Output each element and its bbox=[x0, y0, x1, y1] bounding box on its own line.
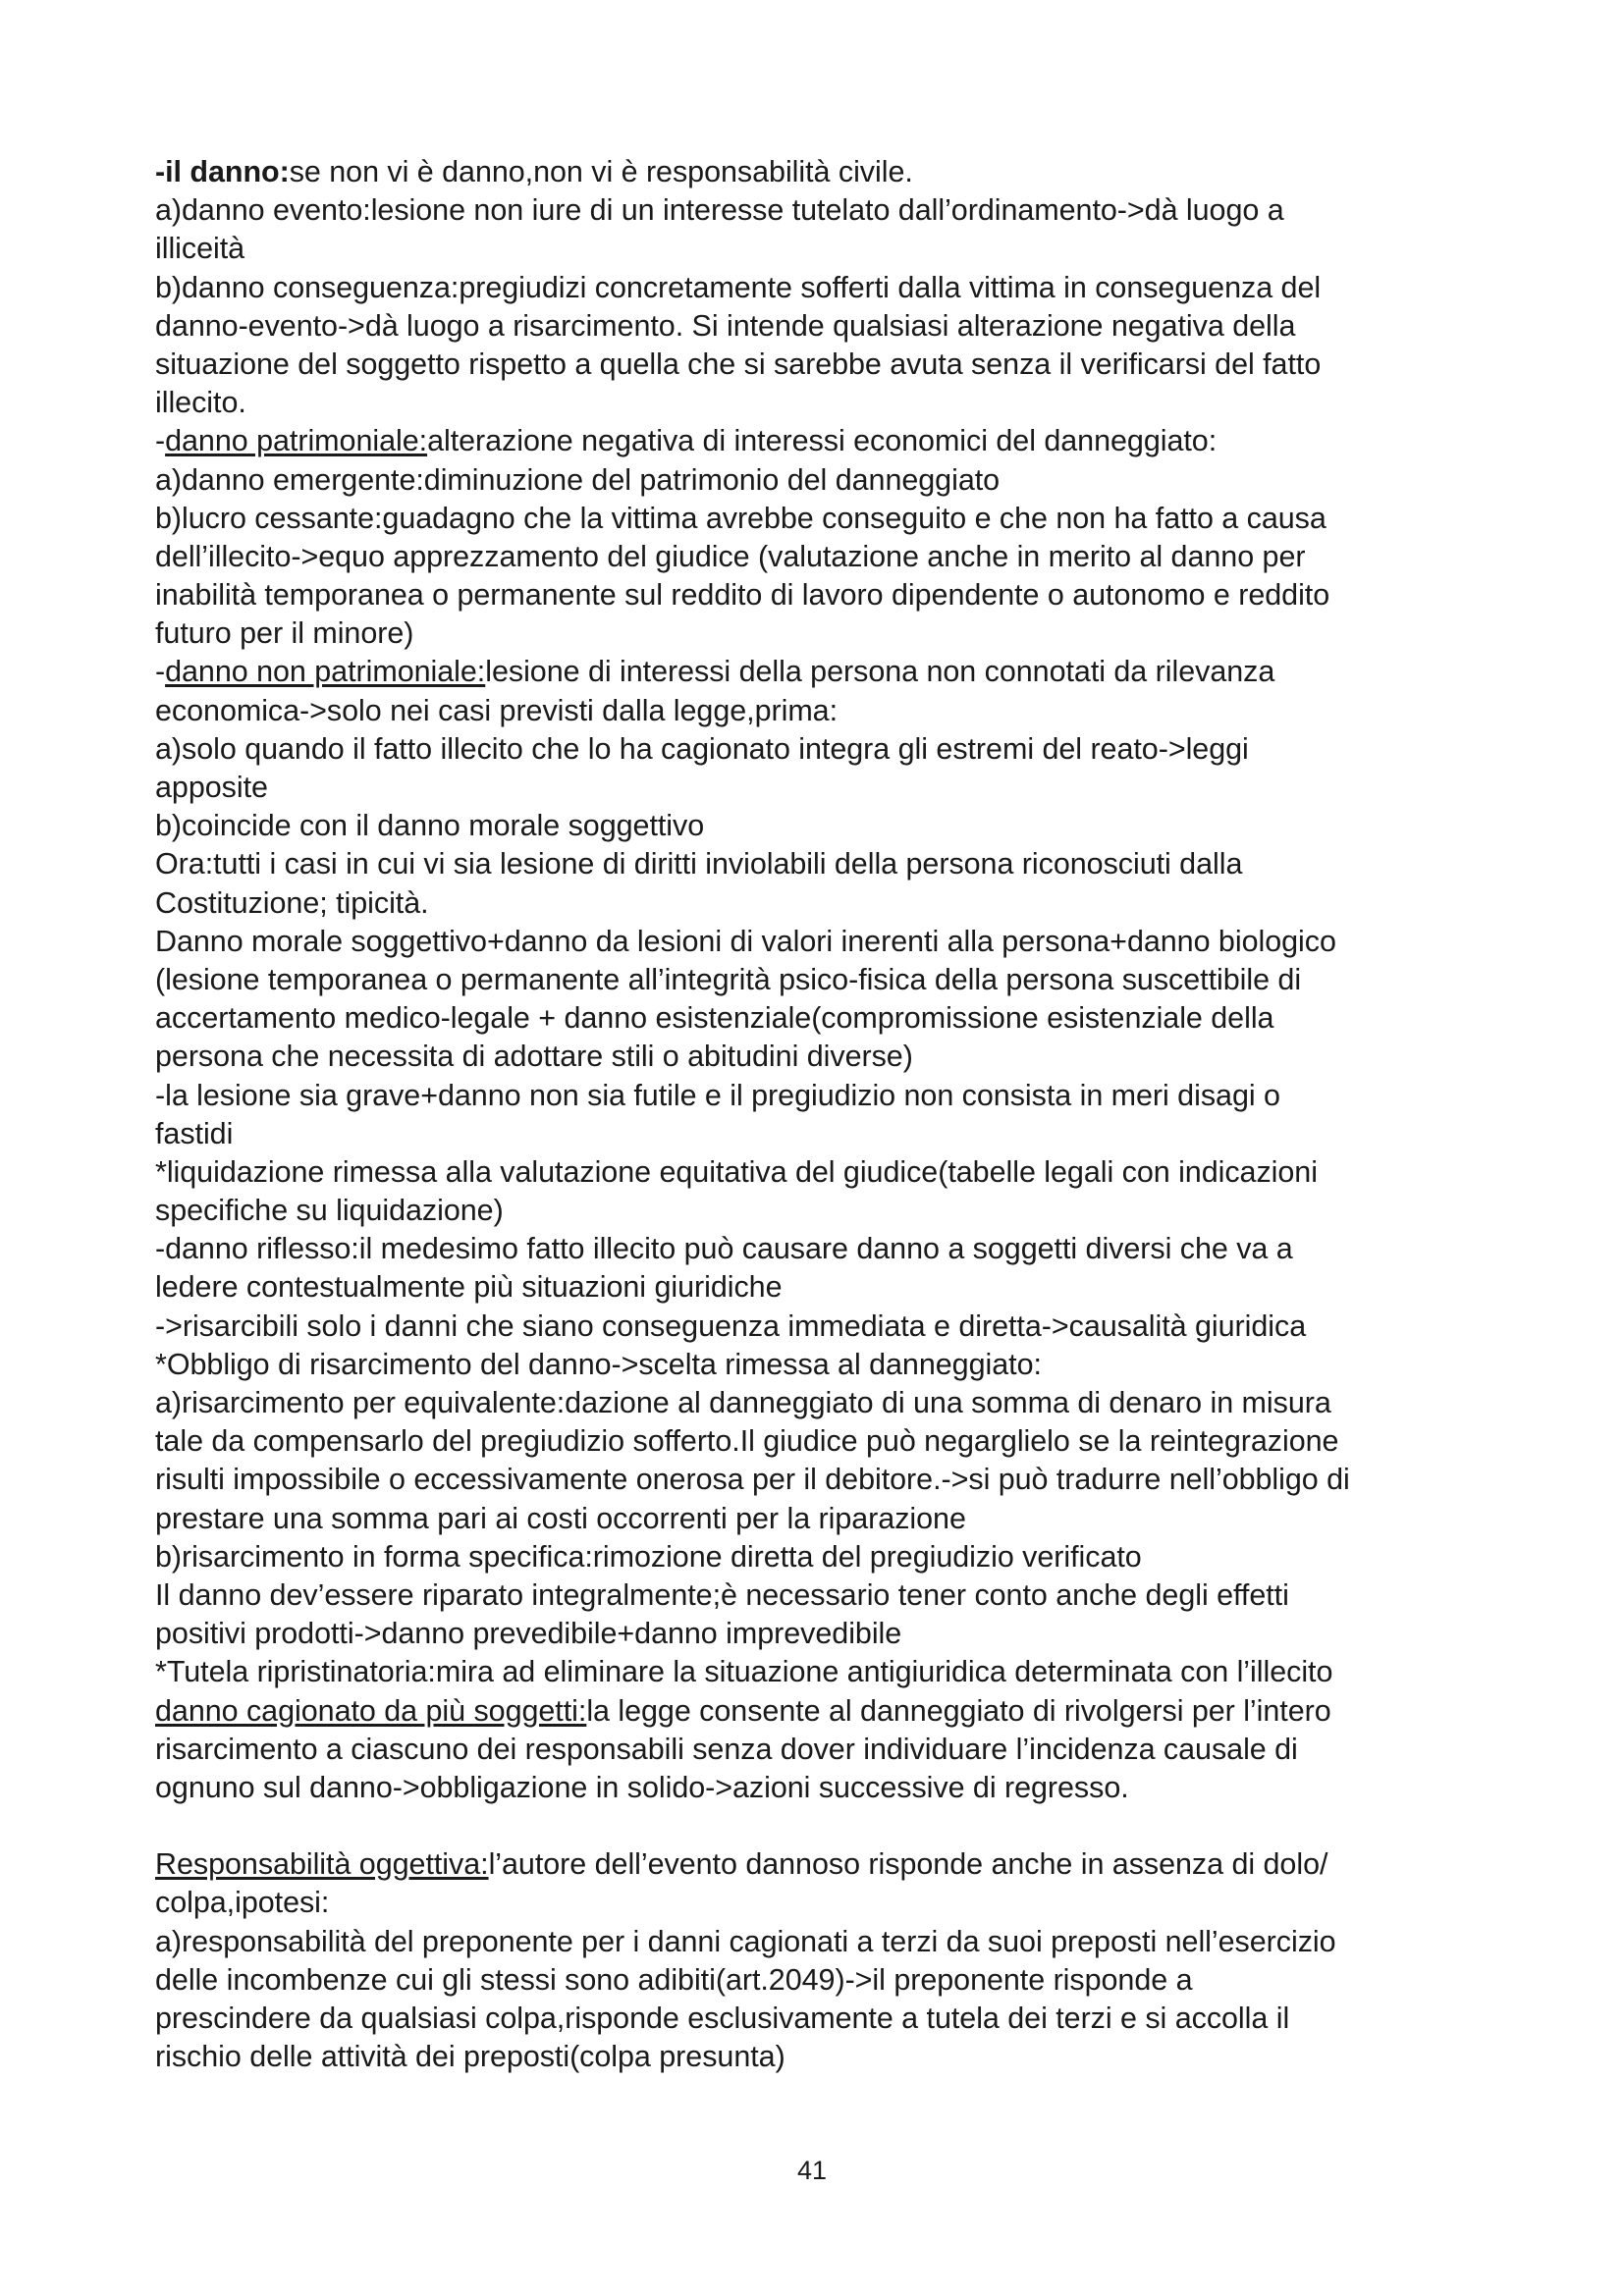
text-line bbox=[155, 1615, 1510, 1653]
line-text: ognuno sul danno->obbligazione in solido->azioni successive di regresso. bbox=[155, 1770, 1129, 1804]
text-line bbox=[155, 1923, 1510, 1961]
text-line bbox=[155, 1346, 1510, 1384]
line-text: Costituzione; tipicità. bbox=[155, 885, 429, 920]
text-line bbox=[155, 614, 1510, 653]
line-text: *Tutela ripristinatoria:mira ad eliminare la situazione antigiuridica determinata con l’illecito bbox=[155, 1655, 1333, 1689]
line-text: -la lesione sia grave+danno non sia futile e il pregiudizio non consista in meri disagi o bbox=[155, 1078, 1280, 1112]
text-line bbox=[155, 1538, 1510, 1576]
line-text: rischio delle attività dei preposti(colpa presunta) bbox=[155, 2040, 785, 2074]
line-text: positivi prodotti->danno prevedibile+danno imprevedibile bbox=[155, 1617, 902, 1651]
page-number: 41 bbox=[796, 2156, 828, 2185]
text-line bbox=[155, 191, 1510, 230]
line-text: persona che necessita di adottare stili o abitudini diverse) bbox=[155, 1040, 913, 1074]
text-line bbox=[155, 1961, 1510, 2000]
line-text: lesione di interessi della persona non connotati da rilevanza bbox=[485, 655, 1275, 689]
line-text: l’autore dell’evento dannoso risponde anche in assenza di dolo/ bbox=[488, 1847, 1328, 1882]
text-line bbox=[155, 384, 1510, 422]
text-line bbox=[155, 1077, 1510, 1115]
underlined-term: Responsabilità oggettiva: bbox=[155, 1847, 489, 1882]
text-line bbox=[155, 769, 1510, 807]
text-line bbox=[155, 845, 1510, 883]
line-text: risarcimento a ciascuno dei responsabili senza dover individuare l’incidenza causale di bbox=[155, 1732, 1298, 1766]
text-line bbox=[155, 961, 1510, 999]
line-text: accertamento medico-legale + danno esistenziale(compromissione esistenziale della bbox=[155, 1001, 1274, 1036]
text-line bbox=[155, 1731, 1510, 1769]
text-line bbox=[155, 1192, 1510, 1230]
text-line bbox=[155, 1038, 1510, 1076]
document-body bbox=[155, 153, 1510, 2076]
text-line bbox=[155, 1308, 1510, 1346]
line-text: a)responsabilità del preponente per i danni cagionati a terzi da suoi preposti nell’esercizio bbox=[155, 1924, 1336, 1958]
line-text: b)danno conseguenza:pregiudizi concretamente sofferti dalla vittima in conseguenza del bbox=[155, 270, 1322, 304]
line-text: *liquidazione rimessa alla valutazione equitativa del giudice(tabelle legali con indicazioni bbox=[155, 1154, 1318, 1189]
text-line bbox=[155, 1461, 1510, 1499]
line-text: (lesione temporanea o permanente all’integrità psico-fisica della persona suscettibile di bbox=[155, 962, 1302, 996]
text-line bbox=[155, 1230, 1510, 1268]
text-line bbox=[155, 500, 1510, 538]
text-line bbox=[155, 1884, 1510, 1922]
text-line bbox=[155, 230, 1510, 268]
line-text: prescindere da qualsiasi colpa,risponde esclusivamente a tutela dei terzi e si accolla il bbox=[155, 2002, 1290, 2035]
text-line bbox=[155, 307, 1510, 346]
text-line bbox=[155, 2038, 1510, 2076]
line-text: ->risarcibili solo i danni che siano conseguenza immediata e diretta->causalità giuridica bbox=[155, 1308, 1307, 1343]
line-text: tale da compensarlo del pregiudizio sofferto.Il giudice può negarglielo se la reintegrazione bbox=[155, 1424, 1339, 1459]
section-heading: -il danno: bbox=[155, 155, 290, 188]
text-line bbox=[155, 422, 1510, 460]
line-text: a)danno evento:lesione non iure di un interesse tutelato dall’ordinamento->dà luogo a bbox=[155, 193, 1284, 228]
line-text: illecito. bbox=[155, 386, 246, 420]
line-text: a)risarcimento per equivalente:dazione al danneggiato di una somma di denaro in misura bbox=[155, 1386, 1331, 1419]
text-line bbox=[155, 2000, 1510, 2038]
text-line bbox=[155, 153, 1510, 191]
text-line bbox=[155, 653, 1510, 691]
line-text: b)lucro cessante:guadagno che la vittima avrebbe conseguito e che non ha fatto a causa bbox=[155, 501, 1326, 535]
line-text: prestare una somma pari ai costi occorrenti per la riparazione bbox=[155, 1501, 966, 1535]
text-line bbox=[155, 692, 1510, 730]
line-text: illiceità bbox=[155, 232, 245, 266]
line-text: a)danno emergente:diminuzione del patrimonio del danneggiato bbox=[155, 462, 1001, 497]
text-line bbox=[155, 884, 1510, 923]
line-text: se non vi è danno,non vi è responsabilità civile. bbox=[289, 155, 913, 188]
text-line bbox=[155, 1500, 1510, 1538]
text-line bbox=[155, 1422, 1510, 1461]
line-text: alterazione negativa di interessi economici del danneggiato: bbox=[427, 424, 1218, 458]
text-line bbox=[155, 346, 1510, 384]
text-line bbox=[155, 1692, 1510, 1731]
line-text: inabilità temporanea o permanente sul reddito di lavoro dipendente o autonomo e reddito bbox=[155, 578, 1330, 613]
line-prefix: - bbox=[155, 424, 166, 458]
line-text: -danno riflesso:il medesimo fatto illecito può causare danno a soggetti diversi che va a bbox=[155, 1232, 1293, 1266]
text-line bbox=[155, 807, 1510, 845]
line-text: b)risarcimento in forma specifica:rimozione diretta del pregiudizio verificato bbox=[155, 1539, 1142, 1574]
text-line bbox=[155, 269, 1510, 307]
line-text: risulti impossibile o eccessivamente onerosa per il debitore.->si può tradurre nell’obbligo di bbox=[155, 1463, 1350, 1497]
line-text: b)coincide con il danno morale soggettivo bbox=[155, 809, 705, 843]
line-text: a)solo quando il fatto illecito che lo ha cagionato integra gli estremi del reato->leggi bbox=[155, 731, 1249, 766]
line-prefix: - bbox=[155, 655, 166, 689]
line-text: situazione del soggetto rispetto a quella che si sarebbe avuta senza il verificarsi del fatto bbox=[155, 347, 1322, 381]
text-line bbox=[155, 1268, 1510, 1307]
text-line bbox=[155, 923, 1510, 961]
text-line bbox=[155, 1115, 1510, 1153]
line-text: futuro per il minore) bbox=[155, 616, 414, 651]
line-text: Danno morale soggettivo+danno da lesioni di valori inerenti alla persona+danno biologico bbox=[155, 924, 1336, 958]
text-line bbox=[155, 730, 1510, 769]
text-line bbox=[155, 1384, 1510, 1422]
line-text: danno-evento->dà luogo a risarcimento. Si intende qualsiasi alterazione negativa della bbox=[155, 308, 1296, 343]
text-line bbox=[155, 999, 1510, 1038]
underlined-term: danno non patrimoniale: bbox=[165, 655, 486, 689]
text-line bbox=[155, 538, 1510, 576]
text-line bbox=[155, 1153, 1510, 1192]
paragraph-gap bbox=[155, 1807, 1510, 1845]
line-text: specifiche su liquidazione) bbox=[155, 1194, 504, 1228]
line-text: *Obbligo di risarcimento del danno->scelta rimessa al danneggiato: bbox=[155, 1347, 1042, 1381]
line-text: colpa,ipotesi: bbox=[155, 1886, 330, 1920]
line-text: dell’illecito->equo apprezzamento del giudice (valutazione anche in merito al danno per bbox=[155, 539, 1306, 573]
text-line bbox=[155, 1845, 1510, 1884]
line-text: ledere contestualmente più situazioni giuridiche bbox=[155, 1270, 783, 1305]
line-text: economica->solo nei casi previsti dalla legge,prima: bbox=[155, 693, 839, 727]
line-text: la legge consente al danneggiato di rivolgersi per l’intero bbox=[586, 1693, 1331, 1728]
text-line bbox=[155, 1769, 1510, 1807]
text-line bbox=[155, 1653, 1510, 1691]
line-text: fastidi bbox=[155, 1116, 234, 1150]
underlined-term: danno cagionato da più soggetti: bbox=[155, 1693, 587, 1728]
text-line bbox=[155, 461, 1510, 500]
line-text: apposite bbox=[155, 771, 268, 804]
underlined-term: danno patrimoniale: bbox=[165, 424, 428, 458]
line-text: Il danno dev’essere riparato integralmente;è necessario tener conto anche degli effetti bbox=[155, 1577, 1289, 1612]
line-text: Ora:tutti i casi in cui vi sia lesione di diritti inviolabili della persona riconosciuti dalla bbox=[155, 847, 1243, 881]
text-line bbox=[155, 1576, 1510, 1615]
text-line bbox=[155, 576, 1510, 614]
line-text: delle incombenze cui gli stessi sono adibiti(art.2049)->il preponente risponde a bbox=[155, 1962, 1193, 1997]
